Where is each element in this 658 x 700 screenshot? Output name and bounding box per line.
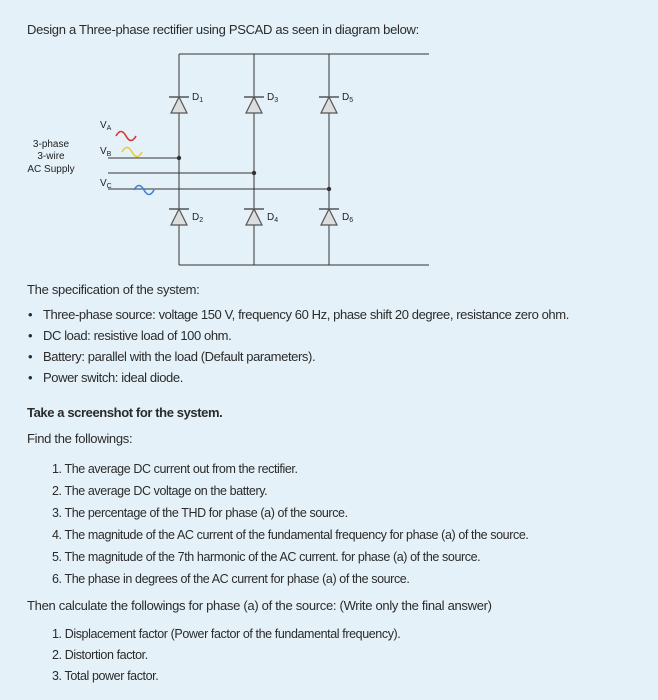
label-vc: $V_C$: [100, 178, 112, 190]
label-d2: $D_2$: [192, 212, 204, 224]
diode-d1-icon: [169, 97, 189, 113]
list-item: 5. The magnitude of the 7th harmonic of the AC current. for phase (a) of the source.: [52, 550, 481, 564]
phase-c-wave-icon: [134, 186, 154, 195]
diode-d5-icon: [319, 97, 339, 113]
list-item: 2. Distortion factor.: [52, 648, 148, 662]
rectifier-circuit-diagram: [24, 44, 464, 274]
diode-d6-icon: [319, 209, 339, 225]
supply-label-line3: AC Supply: [27, 164, 75, 175]
label-d1: $D_1$: [192, 92, 204, 104]
list-item: • Power switch: ideal diode.: [26, 367, 569, 388]
list-item: • Three-phase source: voltage 150 V, frequency 60 Hz, phase shift 20 degree, resistance zero ohm.: [26, 304, 569, 325]
find-intro: Find the followings:: [27, 431, 133, 446]
diode-d3-icon: [244, 97, 264, 113]
label-d3: $D_3$: [267, 92, 279, 104]
supply-label-line2: 3-wire: [37, 151, 65, 162]
label-d6: $D_6$: [342, 212, 354, 224]
label-d5: $D_5$: [342, 92, 354, 104]
list-item: 1. Displacement factor (Power factor of the fundamental frequency).: [52, 627, 401, 641]
diode-d2-icon: [169, 209, 189, 225]
list-item: 2. The average DC voltage on the battery.: [52, 484, 268, 498]
spec-list: [26, 304, 569, 388]
supply-label-line1: 3-phase: [32, 139, 70, 150]
question-title: Design a Three-phase rectifier using PSCAD as seen in diagram below:: [27, 22, 419, 37]
calc-list: [52, 624, 400, 687]
label-vb: $V_B$: [100, 146, 112, 158]
list-item: 6. The phase in degrees of the AC current for phase (a) of the source.: [52, 572, 410, 586]
task-list: [52, 458, 528, 590]
list-item: • Battery: parallel with the load (Default parameters).: [26, 346, 569, 367]
calc-intro: Then calculate the followings for phase (a) of the source: (Write only the final answer): [27, 598, 492, 613]
list-item: 3. The percentage of the THD for phase (a) of the source.: [52, 506, 348, 520]
phase-b-wave-icon: [122, 148, 142, 157]
list-item: • DC load: resistive load of 100 ohm.: [26, 325, 569, 346]
phase-a-wave-icon: [116, 132, 136, 141]
label-va: $V_A$: [100, 120, 112, 132]
spec-intro: The specification of the system:: [27, 282, 200, 297]
list-item: 3. Total power factor.: [52, 669, 159, 683]
list-item: 4. The magnitude of the AC current of the fundamental frequency for phase (a) of the source.: [52, 528, 529, 542]
list-item: 1. The average DC current out from the rectifier.: [52, 462, 298, 476]
screenshot-instruction: Take a screenshot for the system.: [27, 405, 223, 420]
label-d4: $D_4$: [267, 212, 279, 224]
diode-d4-icon: [244, 209, 264, 225]
